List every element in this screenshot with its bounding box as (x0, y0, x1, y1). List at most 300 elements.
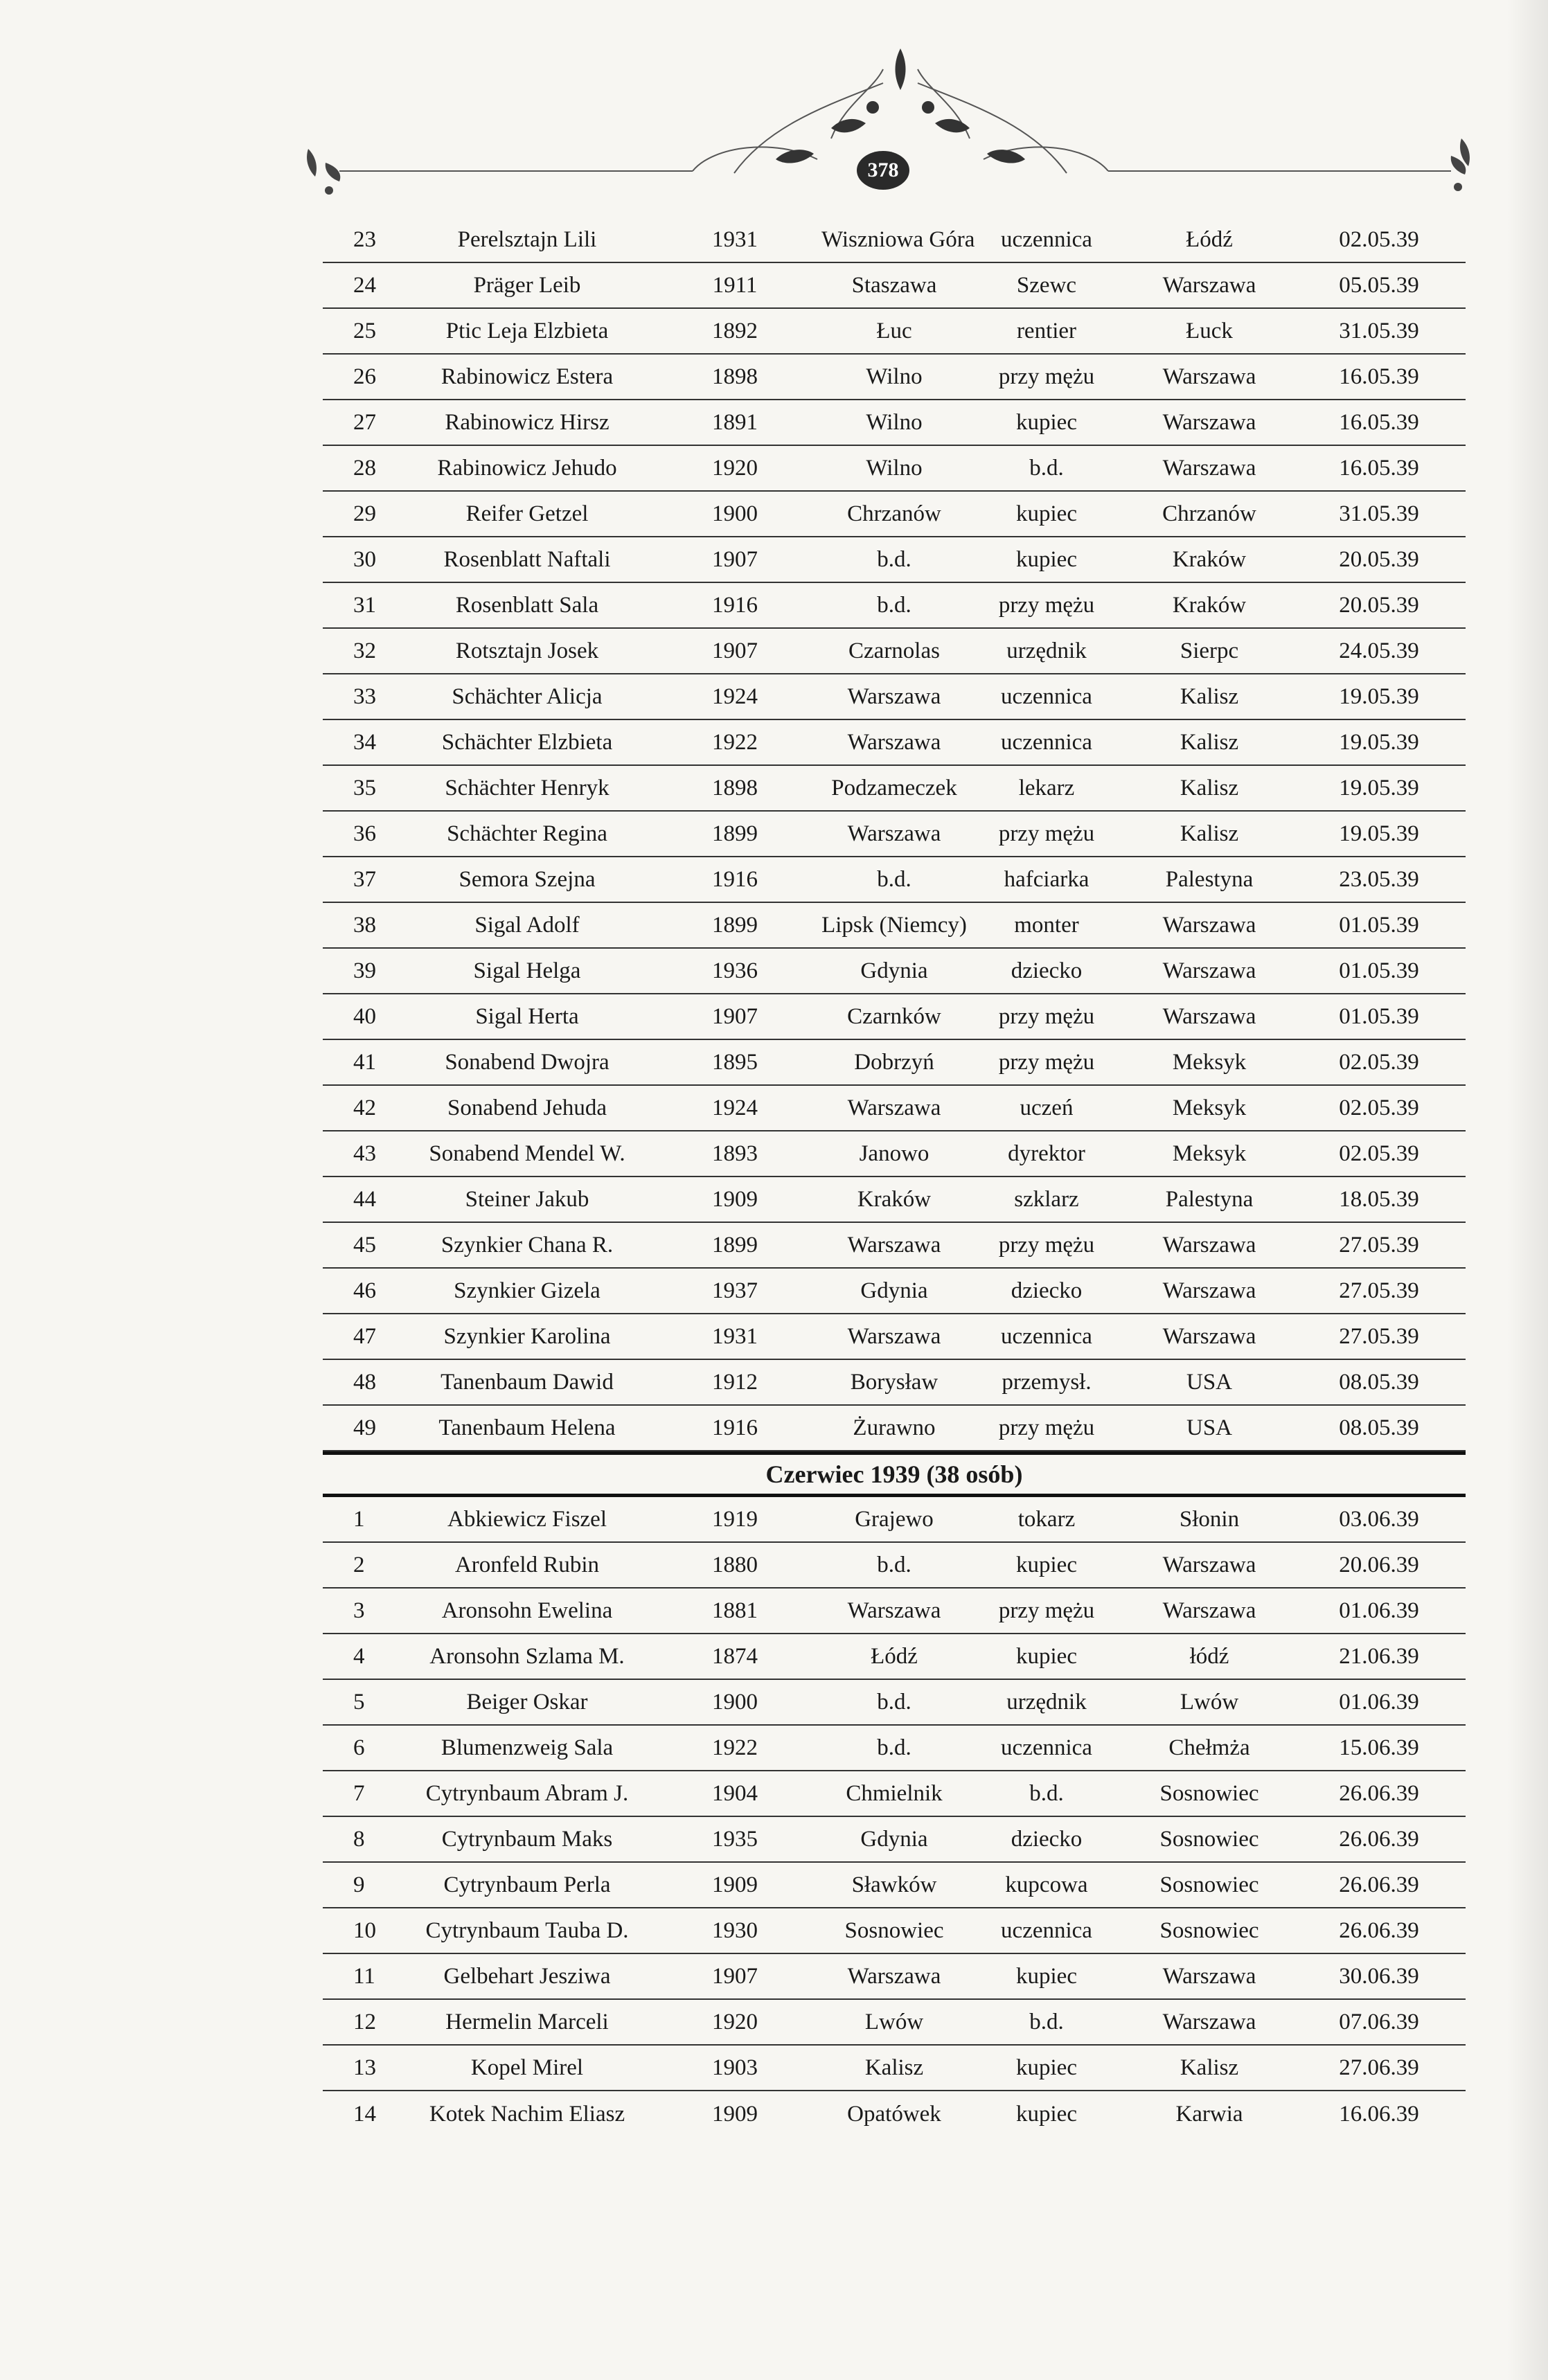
person-name-cell: Schächter Alicja (452, 683, 603, 709)
row-number-cell: 26 (353, 364, 376, 389)
destination-cell: Lwów (1180, 1689, 1239, 1715)
birth-year-cell: 1911 (712, 272, 758, 298)
table-row (323, 1680, 1466, 1726)
date-cell: 19.05.39 (1339, 775, 1419, 800)
occupation-cell: kupiec (1016, 2055, 1077, 2080)
birth-year-cell: 1904 (712, 1780, 758, 1806)
occupation-cell: b.d. (1029, 2009, 1064, 2034)
destination-cell: Palestyna (1165, 866, 1254, 892)
date-cell: 19.05.39 (1339, 729, 1419, 755)
occupation-cell: lekarz (1018, 775, 1075, 800)
birth-place-cell: Wilno (866, 455, 923, 481)
person-name-cell: Szynkier Gizela (454, 1278, 600, 1303)
occupation-cell: kupiec (1016, 1552, 1077, 1577)
occupation-cell: uczennica (1001, 683, 1092, 709)
date-cell: 24.05.39 (1339, 638, 1419, 663)
birth-place-cell: Sławków (851, 1872, 937, 1897)
row-number-cell: 24 (353, 272, 376, 298)
date-cell: 15.06.39 (1339, 1735, 1419, 1760)
row-number-cell: 8 (353, 1826, 365, 1852)
row-number-cell: 30 (353, 546, 376, 572)
destination-cell: Sierpc (1180, 638, 1239, 663)
destination-cell: Warszawa (1162, 409, 1256, 435)
birth-place-cell: b.d. (877, 592, 911, 618)
date-cell: 01.05.39 (1339, 958, 1419, 983)
person-name-cell: Rabinowicz Jehudo (437, 455, 617, 481)
destination-cell: Warszawa (1162, 958, 1256, 983)
birth-year-cell: 1880 (712, 1552, 758, 1577)
person-name-cell: Ptic Leja Elzbieta (445, 318, 609, 343)
row-number-cell: 33 (353, 683, 376, 709)
row-number-cell: 5 (353, 1689, 365, 1715)
table-row (323, 1817, 1466, 1863)
birth-year-cell: 1898 (712, 364, 758, 389)
person-name-cell: Szynkier Karolina (443, 1323, 611, 1349)
birth-year-cell: 1907 (712, 638, 758, 663)
page-number: 378 (857, 151, 909, 190)
person-name-cell: Rosenblatt Sala (455, 592, 599, 618)
birth-year-cell: 1931 (712, 226, 758, 252)
table-row (323, 903, 1466, 949)
destination-cell: Warszawa (1162, 272, 1256, 298)
birth-year-cell: 1936 (712, 958, 758, 983)
table-row (323, 812, 1466, 857)
row-number-cell: 10 (353, 1917, 376, 1943)
row-number-cell: 27 (353, 409, 376, 435)
person-name-cell: Beiger Oskar (466, 1689, 588, 1715)
row-number-cell: 32 (353, 638, 376, 663)
person-name-cell: Semora Szejna (459, 866, 596, 892)
table-row (323, 446, 1466, 492)
occupation-cell: b.d. (1029, 1780, 1064, 1806)
person-name-cell: Präger Leib (473, 272, 581, 298)
birth-year-cell: 1920 (712, 2009, 758, 2034)
birth-year-cell: 1891 (712, 409, 758, 435)
person-name-cell: Kotek Nachim Eliasz (429, 2101, 625, 2127)
date-cell: 07.06.39 (1339, 2009, 1419, 2034)
occupation-cell: przy mężu (998, 1049, 1095, 1075)
date-cell: 31.05.39 (1339, 318, 1419, 343)
date-cell: 19.05.39 (1339, 683, 1419, 709)
row-number-cell: 35 (353, 775, 376, 800)
occupation-cell: przy mężu (998, 364, 1095, 389)
birth-place-cell: Warszawa (847, 821, 941, 846)
date-cell: 02.05.39 (1339, 1140, 1419, 1166)
occupation-cell: kupiec (1016, 501, 1077, 526)
table-row (323, 2046, 1466, 2091)
occupation-cell: przy mężu (998, 1003, 1095, 1029)
row-number-cell: 28 (353, 455, 376, 481)
occupation-cell: urzędnik (1006, 1689, 1087, 1715)
row-number-cell: 44 (353, 1186, 376, 1212)
birth-place-cell: Sosnowiec (844, 1917, 944, 1943)
birth-year-cell: 1916 (712, 1415, 758, 1440)
destination-cell: Meksyk (1172, 1049, 1247, 1075)
birth-year-cell: 1916 (712, 866, 758, 892)
table-row (323, 2000, 1466, 2046)
table-row (323, 263, 1466, 309)
destination-cell: Kraków (1172, 546, 1247, 572)
date-cell: 16.05.39 (1339, 364, 1419, 389)
birth-place-cell: Wiszniowa Góra (821, 226, 975, 252)
birth-year-cell: 1937 (712, 1278, 758, 1303)
table-row (323, 1131, 1466, 1177)
row-number-cell: 34 (353, 729, 376, 755)
birth-place-cell: Wilno (866, 364, 923, 389)
table-row (323, 949, 1466, 994)
person-name-cell: Perelsztajn Lili (457, 226, 597, 252)
destination-cell: Meksyk (1172, 1140, 1247, 1166)
occupation-cell: szklarz (1014, 1186, 1079, 1212)
table-row (323, 994, 1466, 1040)
table-row (323, 492, 1466, 537)
date-cell: 08.05.39 (1339, 1369, 1419, 1395)
birth-year-cell: 1931 (712, 1323, 758, 1349)
occupation-cell: przy mężu (998, 1232, 1095, 1258)
table-row (323, 629, 1466, 674)
date-cell: 26.06.39 (1339, 1872, 1419, 1897)
birth-year-cell: 1900 (712, 501, 758, 526)
destination-cell: Warszawa (1162, 1598, 1256, 1623)
row-number-cell: 6 (353, 1735, 365, 1760)
date-cell: 16.05.39 (1339, 409, 1419, 435)
person-name-cell: Cytrynbaum Tauba D. (425, 1917, 629, 1943)
table-row (323, 674, 1466, 720)
table-row (323, 1223, 1466, 1269)
row-number-cell: 37 (353, 866, 376, 892)
table-row (323, 2091, 1466, 2137)
birth-place-cell: Warszawa (847, 1598, 941, 1623)
date-cell: 26.06.39 (1339, 1917, 1419, 1943)
birth-year-cell: 1874 (712, 1643, 758, 1669)
person-name-cell: Sigal Adolf (474, 912, 580, 938)
birth-place-cell: b.d. (877, 546, 911, 572)
person-name-cell: Steiner Jakub (465, 1186, 589, 1212)
occupation-cell: kupiec (1016, 409, 1077, 435)
birth-place-cell: b.d. (877, 1552, 911, 1577)
destination-cell: Warszawa (1162, 1323, 1256, 1349)
row-number-cell: 4 (353, 1643, 365, 1669)
date-cell: 02.05.39 (1339, 1095, 1419, 1120)
row-number-cell: 3 (353, 1598, 365, 1623)
destination-cell: Łuck (1186, 318, 1233, 343)
occupation-cell: urzędnik (1006, 638, 1087, 663)
table-row (323, 720, 1466, 766)
row-number-cell: 41 (353, 1049, 376, 1075)
destination-cell: Warszawa (1162, 1963, 1256, 1989)
occupation-cell: przy mężu (998, 1415, 1095, 1440)
birth-year-cell: 1935 (712, 1826, 758, 1852)
table-row (323, 1863, 1466, 1908)
section-heading-june: Czerwiec 1939 (38 osób) (323, 1451, 1466, 1497)
birth-year-cell: 1916 (712, 592, 758, 618)
person-name-cell: Aronsohn Szlama M. (429, 1643, 625, 1669)
birth-place-cell: Warszawa (847, 1963, 941, 1989)
person-name-cell: Sigal Helga (473, 958, 581, 983)
destination-cell: Kalisz (1180, 821, 1239, 846)
table-row (323, 1771, 1466, 1817)
date-cell: 02.05.39 (1339, 226, 1419, 252)
row-number-cell: 46 (353, 1278, 376, 1303)
date-cell: 16.05.39 (1339, 455, 1419, 481)
destination-cell: Sosnowiec (1159, 1872, 1259, 1897)
person-name-cell: Cytrynbaum Maks (441, 1826, 613, 1852)
birth-place-cell: Gdynia (860, 1826, 928, 1852)
birth-year-cell: 1922 (712, 729, 758, 755)
row-number-cell: 31 (353, 592, 376, 618)
row-number-cell: 45 (353, 1232, 376, 1258)
row-number-cell: 39 (353, 958, 376, 983)
row-number-cell: 49 (353, 1415, 376, 1440)
destination-cell: Łódź (1186, 226, 1233, 252)
occupation-cell: kupiec (1016, 2101, 1077, 2127)
table-row (323, 400, 1466, 446)
page-header (0, 0, 1548, 208)
person-name-cell: Schächter Elzbieta (441, 729, 613, 755)
birth-place-cell: Wilno (866, 409, 923, 435)
birth-year-cell: 1909 (712, 2101, 758, 2127)
birth-place-cell: b.d. (877, 1689, 911, 1715)
person-name-cell: Reifer Getzel (465, 501, 589, 526)
occupation-cell: uczennica (1001, 1323, 1092, 1349)
person-name-cell: Hermelin Marceli (445, 2009, 609, 2034)
birth-place-cell: b.d. (877, 1735, 911, 1760)
occupation-cell: przy mężu (998, 1598, 1095, 1623)
destination-cell: Kalisz (1180, 729, 1239, 755)
row-number-cell: 13 (353, 2055, 376, 2080)
birth-place-cell: Łódź (871, 1643, 918, 1669)
table-row (323, 537, 1466, 583)
table-row (323, 1177, 1466, 1223)
birth-year-cell: 1893 (712, 1140, 758, 1166)
row-number-cell: 9 (353, 1872, 365, 1897)
destination-cell: Kalisz (1180, 775, 1239, 800)
person-name-cell: Abkiewicz Fiszel (447, 1506, 607, 1532)
occupation-cell: dziecko (1011, 1278, 1083, 1303)
person-name-cell: Cytrynbaum Perla (443, 1872, 611, 1897)
occupation-cell: dziecko (1011, 1826, 1083, 1852)
date-cell: 31.05.39 (1339, 501, 1419, 526)
person-name-cell: Rabinowicz Estera (441, 364, 614, 389)
person-name-cell: Rotsztajn Josek (455, 638, 599, 663)
occupation-cell: rentier (1016, 318, 1077, 343)
destination-cell: Słonin (1179, 1506, 1240, 1532)
row-number-cell: 25 (353, 318, 376, 343)
birth-year-cell: 1907 (712, 1963, 758, 1989)
birth-year-cell: 1919 (712, 1506, 758, 1532)
birth-place-cell: Warszawa (847, 683, 941, 709)
table-row (323, 1086, 1466, 1131)
date-cell: 01.06.39 (1339, 1689, 1419, 1715)
birth-year-cell: 1930 (712, 1917, 758, 1943)
occupation-cell: przemysł. (1002, 1369, 1092, 1395)
occupation-cell: uczennica (1001, 1917, 1092, 1943)
person-name-cell: Aronfeld Rubin (454, 1552, 600, 1577)
birth-year-cell: 1924 (712, 683, 758, 709)
occupation-cell: kupiec (1016, 546, 1077, 572)
person-name-cell: Sonabend Mendel W. (429, 1140, 625, 1166)
person-name-cell: Schächter Regina (447, 821, 607, 846)
birth-place-cell: Czarnków (847, 1003, 941, 1029)
table-row (323, 1269, 1466, 1314)
birth-year-cell: 1900 (712, 1689, 758, 1715)
person-name-cell: Sigal Herta (475, 1003, 579, 1029)
birth-place-cell: Borysław (850, 1369, 938, 1395)
date-cell: 01.05.39 (1339, 912, 1419, 938)
person-name-cell: Tanenbaum Helena (438, 1415, 616, 1440)
birth-place-cell: Chrzanów (847, 501, 941, 526)
destination-cell: Warszawa (1162, 1003, 1256, 1029)
destination-cell: Sosnowiec (1159, 1917, 1259, 1943)
occupation-cell: uczeń (1020, 1095, 1074, 1120)
occupation-cell: monter (1014, 912, 1079, 938)
row-number-cell: 2 (353, 1552, 365, 1577)
row-number-cell: 23 (353, 226, 376, 252)
date-cell: 05.05.39 (1339, 272, 1419, 298)
birth-year-cell: 1907 (712, 1003, 758, 1029)
table-row (323, 857, 1466, 903)
occupation-cell: tokarz (1017, 1506, 1076, 1532)
birth-year-cell: 1892 (712, 318, 758, 343)
birth-place-cell: Łuc (876, 318, 912, 343)
table-row (323, 1589, 1466, 1634)
row-number-cell: 7 (353, 1780, 365, 1806)
occupation-cell: przy mężu (998, 592, 1095, 618)
row-number-cell: 36 (353, 821, 376, 846)
date-cell: 26.06.39 (1339, 1826, 1419, 1852)
table-row (323, 1497, 1466, 1543)
birth-place-cell: Gdynia (860, 1278, 928, 1303)
birth-place-cell: Podzameczek (831, 775, 957, 800)
birth-place-cell: Kalisz (864, 2055, 924, 2080)
birth-place-cell: Czarnolas (848, 638, 940, 663)
date-cell: 08.05.39 (1339, 1415, 1419, 1440)
date-cell: 27.06.39 (1339, 2055, 1419, 2080)
person-name-cell: Blumenzweig Sala (441, 1735, 614, 1760)
row-number-cell: 29 (353, 501, 376, 526)
person-name-cell: Sonabend Jehuda (447, 1095, 607, 1120)
table-row (323, 1314, 1466, 1360)
person-name-cell: Sonabend Dwojra (445, 1049, 610, 1075)
table-row (323, 1040, 1466, 1086)
destination-cell: Chrzanów (1162, 501, 1256, 526)
destination-cell: Palestyna (1165, 1186, 1254, 1212)
table-row (323, 309, 1466, 355)
date-cell: 03.06.39 (1339, 1506, 1419, 1532)
occupation-cell: hafciarka (1004, 866, 1089, 892)
person-name-cell: Rosenblatt Naftali (443, 546, 611, 572)
birth-place-cell: Staszawa (851, 272, 937, 298)
may-rows (323, 217, 1466, 1451)
table-row (323, 1543, 1466, 1589)
date-cell: 26.06.39 (1339, 1780, 1419, 1806)
person-name-cell: Gelbehart Jesziwa (443, 1963, 611, 1989)
birth-year-cell: 1899 (712, 1232, 758, 1258)
birth-place-cell: Grajewo (855, 1506, 934, 1532)
corner-flourish-right (1451, 138, 1470, 191)
birth-place-cell: Lwów (864, 2009, 924, 2034)
occupation-cell: kupcowa (1005, 1872, 1088, 1897)
destination-cell: USA (1186, 1369, 1233, 1395)
date-cell: 16.06.39 (1339, 2101, 1419, 2127)
date-cell: 21.06.39 (1339, 1643, 1419, 1669)
destination-cell: USA (1186, 1415, 1233, 1440)
occupation-cell: uczennica (1001, 729, 1092, 755)
row-number-cell: 47 (353, 1323, 376, 1349)
occupation-cell: uczennica (1001, 226, 1092, 252)
birth-year-cell: 1922 (712, 1735, 758, 1760)
birth-year-cell: 1912 (712, 1369, 758, 1395)
destination-cell: Karwia (1175, 2101, 1243, 2127)
birth-place-cell: Gdynia (860, 958, 928, 983)
date-cell: 02.05.39 (1339, 1049, 1419, 1075)
table-row (323, 1908, 1466, 1954)
birth-year-cell: 1898 (712, 775, 758, 800)
birth-year-cell: 1909 (712, 1872, 758, 1897)
birth-year-cell: 1903 (712, 2055, 758, 2080)
birth-place-cell: Opatówek (847, 2101, 941, 2127)
person-name-cell: Schächter Henryk (445, 775, 610, 800)
row-number-cell: 42 (353, 1095, 376, 1120)
table-row (323, 355, 1466, 400)
page-edge-shadow (1506, 0, 1548, 2380)
birth-place-cell: Kraków (857, 1186, 932, 1212)
row-number-cell: 14 (353, 2101, 376, 2127)
destination-cell: Kraków (1172, 592, 1247, 618)
birth-place-cell: Janowo (859, 1140, 929, 1166)
destination-cell: Kalisz (1180, 683, 1239, 709)
date-cell: 27.05.39 (1339, 1323, 1419, 1349)
occupation-cell: kupiec (1016, 1643, 1077, 1669)
june-rows (323, 1497, 1466, 2137)
occupation-cell: kupiec (1016, 1963, 1077, 1989)
destination-cell: Warszawa (1162, 912, 1256, 938)
row-number-cell: 11 (353, 1963, 375, 1989)
occupation-cell: uczennica (1001, 1735, 1092, 1760)
birth-place-cell: Dobrzyń (854, 1049, 934, 1075)
register-table (323, 217, 1466, 2137)
table-row (323, 1634, 1466, 1680)
person-name-cell: Szynkier Chana R. (441, 1232, 614, 1258)
destination-cell: Kalisz (1180, 2055, 1239, 2080)
birth-place-cell: Warszawa (847, 729, 941, 755)
date-cell: 27.05.39 (1339, 1232, 1419, 1258)
row-number-cell: 38 (353, 912, 376, 938)
birth-year-cell: 1899 (712, 821, 758, 846)
table-row (323, 1406, 1466, 1451)
occupation-cell: Szewc (1016, 272, 1077, 298)
birth-year-cell: 1899 (712, 912, 758, 938)
occupation-cell: przy mężu (998, 821, 1095, 846)
birth-year-cell: 1895 (712, 1049, 758, 1075)
destination-cell: Chełmża (1168, 1735, 1250, 1760)
destination-cell: Warszawa (1162, 1552, 1256, 1577)
date-cell: 18.05.39 (1339, 1186, 1419, 1212)
occupation-cell: dziecko (1011, 958, 1083, 983)
birth-year-cell: 1920 (712, 455, 758, 481)
destination-cell: Warszawa (1162, 1278, 1256, 1303)
destination-cell: łódź (1189, 1643, 1229, 1669)
person-name-cell: Kopel Mirel (470, 2055, 584, 2080)
corner-flourish-left (307, 149, 340, 195)
table-row (323, 766, 1466, 812)
table-row (323, 1954, 1466, 2000)
birth-place-cell: Chmielnik (846, 1780, 943, 1806)
destination-cell: Sosnowiec (1159, 1826, 1259, 1852)
birth-year-cell: 1924 (712, 1095, 758, 1120)
date-cell: 23.05.39 (1339, 866, 1419, 892)
occupation-cell: b.d. (1029, 455, 1064, 481)
